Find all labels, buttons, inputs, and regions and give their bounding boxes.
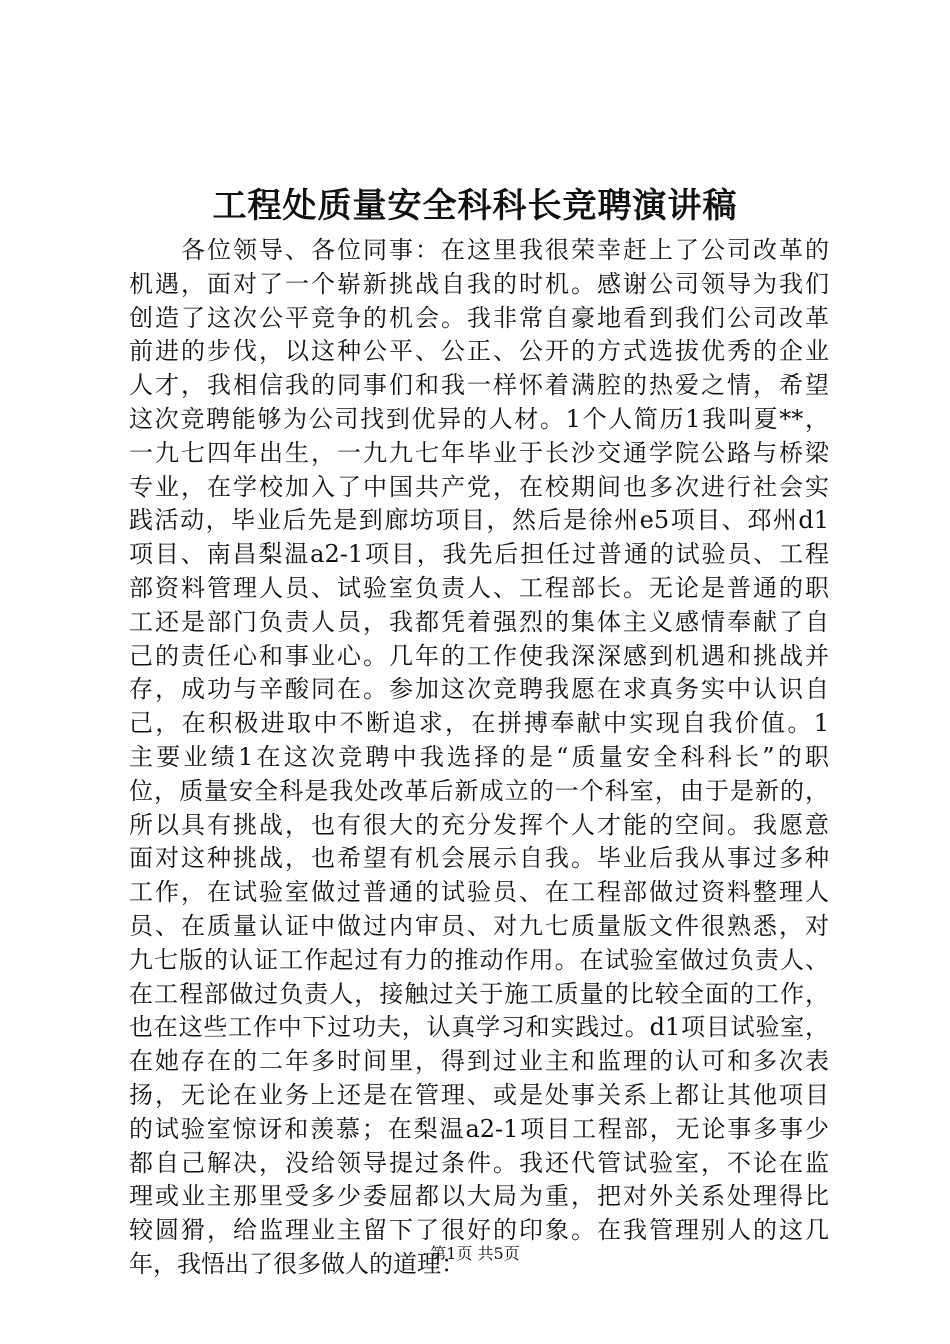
body-line: 面对这种挑战，也希望有机会展示自我。毕业后我从事过多种 xyxy=(129,844,829,873)
body-line: 存，成功与辛酸同在。参加这次竞聘我愿在求真务实中认识自 xyxy=(129,675,829,704)
body-line: 九七版的认证工作起过有力的推动作用。在试验室做过负责人、 xyxy=(129,945,829,974)
page-number-footer: 第1页 共5页 xyxy=(430,1244,520,1263)
document-body xyxy=(129,234,829,1282)
body-line: 位，质量安全科是我处改革后新成立的一个科室，由于是新的， xyxy=(129,776,829,805)
body-line: 项目、南昌梨温a2-1项目，我先后担任过普通的试验员、工程 xyxy=(129,540,829,569)
body-line: 员、在质量认证中做过内审员、对九七质量版文件很熟悉，对 xyxy=(129,911,829,940)
body-line: 也在这些工作中下过功夫，认真学习和实践过。d1项目试验室， xyxy=(129,1013,829,1042)
body-line: 践活动，毕业后先是到廊坊项目，然后是徐州e5项目、邳州d1 xyxy=(129,506,829,535)
body-line: 前进的步伐，以这种公平、公正、公开的方式选拔优秀的企业 xyxy=(129,337,829,366)
body-line: 的试验室惊讶和羡慕；在梨温a2-1项目工程部，无论事多事少 xyxy=(129,1114,829,1143)
body-line: 创造了这次公平竞争的机会。我非常自豪地看到我们公司改革 xyxy=(129,303,829,332)
body-line: 年，我悟出了很多做人的道理： xyxy=(129,1249,465,1278)
body-line: 各位领导、各位同事：在这里我很荣幸赶上了公司改革的 xyxy=(181,236,829,264)
body-line: 这次竞聘能够为公司找到优异的人材。1个人简历1我叫夏**， xyxy=(129,404,829,433)
body-line: 较圆猾，给监理业主留下了很好的印象。在我管理别人的这几 xyxy=(129,1216,829,1245)
body-line: 在工程部做过负责人，接触过关于施工质量的比较全面的工作， xyxy=(129,979,829,1008)
body-line: 人才，我相信我的同事们和我一样怀着满腔的热爱之情，希望 xyxy=(129,371,829,400)
body-line: 都自己解决，没给领导提过条件。我还代管试验室，不论在监 xyxy=(129,1148,829,1177)
body-line: 己，在积极进取中不断追求，在拼搏奉献中实现自我价值。1 xyxy=(129,709,829,738)
body-line: 部资料管理人员、试验室负责人、工程部长。无论是普通的职 xyxy=(129,573,829,602)
body-line: 扬，无论在业务上还是在管理、或是处事关系上都让其他项目 xyxy=(129,1080,829,1109)
body-line: 专业，在学校加入了中国共产党，在校期间也多次进行社会实 xyxy=(129,472,829,501)
body-line: 工还是部门负责人员，我都凭着强烈的集体主义感情奉献了自 xyxy=(129,607,829,636)
body-line: 机遇，面对了一个崭新挑战自我的时机。感谢公司领导为我们 xyxy=(129,269,829,298)
body-line: 一九七四年出生，一九九七年毕业于长沙交通学院公路与桥梁 xyxy=(129,438,829,467)
body-line: 工作，在试验室做过普通的试验员、在工程部做过资料整理人 xyxy=(129,878,829,907)
body-line: 主要业绩1在这次竞聘中我选择的是“质量安全科科长”的职 xyxy=(129,742,829,771)
document-title: 工程处质量安全科科长竞聘演讲稿 xyxy=(212,186,738,226)
body-line: 己的责任心和事业心。几年的工作使我深深感到机遇和挑战并 xyxy=(129,641,829,670)
body-line: 理或业主那里受多少委屈都以大局为重，把对外关系处理得比 xyxy=(129,1182,829,1211)
body-line: 在她存在的二年多时间里，得到过业主和监理的认可和多次表 xyxy=(129,1047,829,1076)
body-line: 所以具有挑战，也有很大的充分发挥个人才能的空间。我愿意 xyxy=(129,810,829,839)
